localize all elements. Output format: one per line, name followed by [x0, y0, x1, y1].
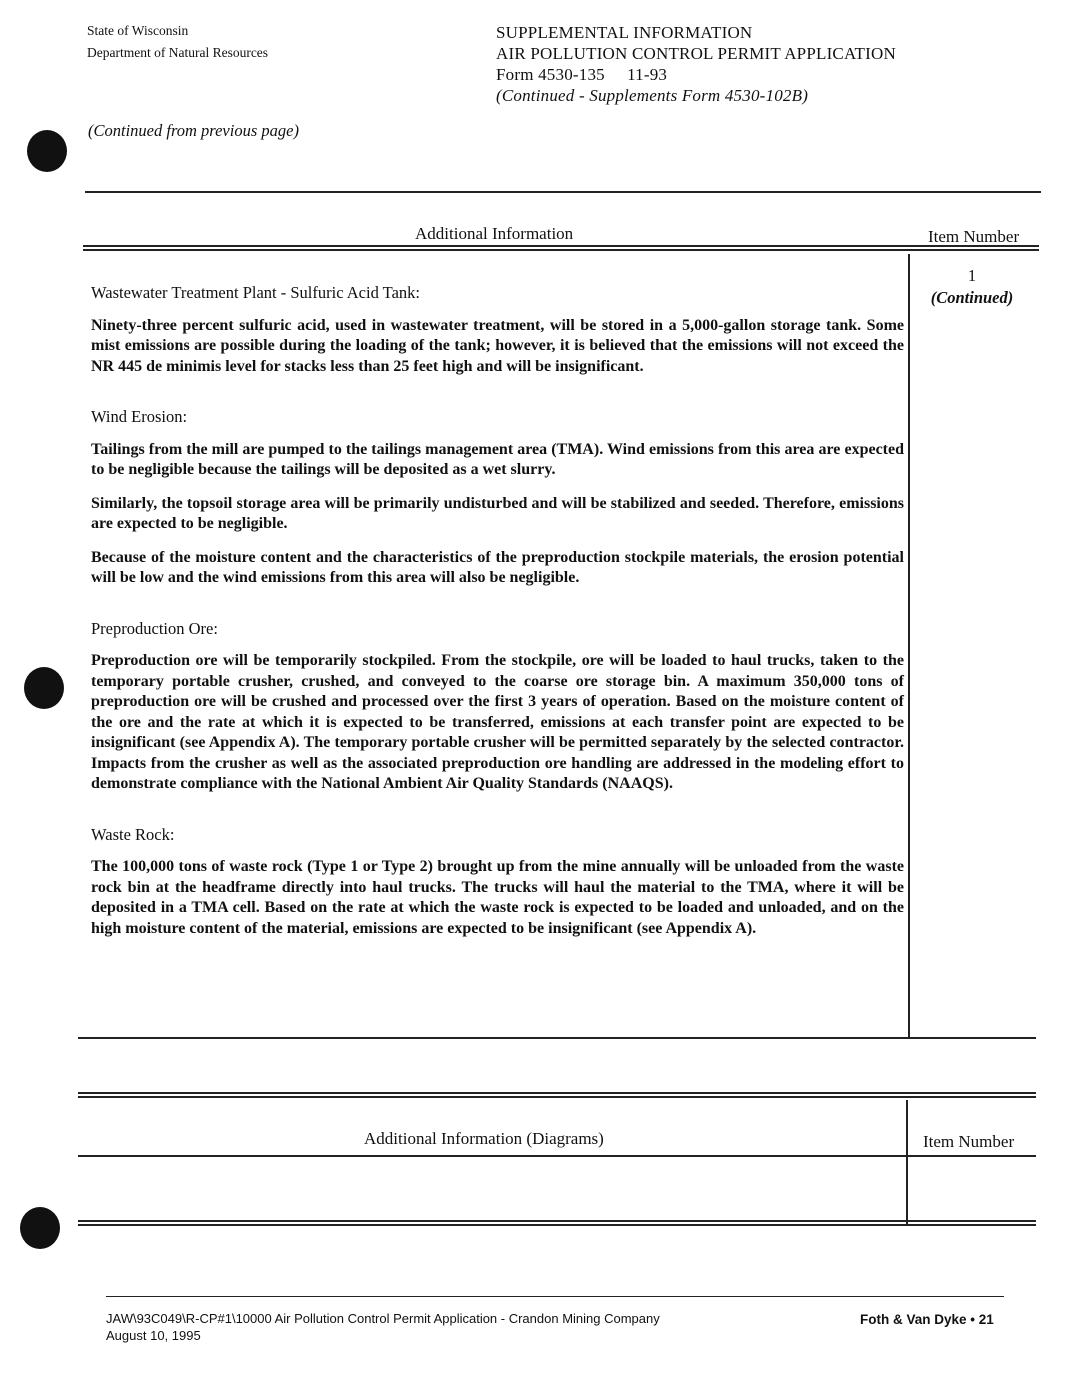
section-wind-erosion	[89, 407, 904, 589]
paragraph: Because of the moisture content and the characteristics of the preproduction stockpile materials, the erosion potential will be low and the wind emissions from this area will also be negligible.	[91, 548, 904, 586]
table2-col-info-header: Additional Information (Diagrams)	[364, 1129, 604, 1148]
section-waste-rock	[89, 825, 904, 940]
form-title-1: SUPPLEMENTAL INFORMATION	[496, 23, 753, 42]
footer-company-page: Foth & Van Dyke • 21	[860, 1312, 994, 1327]
footer-date: August 10, 1995	[106, 1328, 201, 1343]
item-number-cell	[912, 265, 1032, 309]
agency-state: State of Wisconsin	[87, 23, 189, 38]
table1-col-item-header: Item Number	[928, 227, 1020, 246]
section-heading: Wastewater Treatment Plant - Sulfuric Acid Tank:	[91, 283, 420, 302]
section-preproduction-ore	[89, 619, 904, 795]
footer-document-path: JAW\93C049\R-CP#1\10000 Air Pollution Control Permit Application - Crandon Mining Company	[106, 1311, 660, 1326]
table1-top-rule	[85, 191, 1041, 193]
footer-rule	[106, 1296, 1004, 1297]
form-number: Form 4530-135 11-93	[496, 65, 668, 84]
paragraph: Ninety-three percent sulfuric acid, used in wastewater treatment, will be stored in a 5,000-gallon storage tank. Some mist emissions are possible during the loading of the tank; however, it is believed that the emissions will not exceed the NR 445 de minimis level for stacks less than 25 feet high and will be insignificant.	[91, 316, 904, 375]
table2-header-rule	[78, 1155, 1036, 1157]
item-continued-note: (Continued)	[930, 288, 1014, 307]
section-heading: Preproduction Ore:	[91, 618, 218, 638]
additional-info-body	[89, 283, 904, 969]
punch-hole-top	[27, 130, 67, 172]
punch-hole-middle	[24, 667, 64, 709]
paragraph: Similarly, the topsoil storage area will be primarily undisturbed and will be stabilized and seeded. Therefore, emissions are expected to be negligible.	[91, 494, 904, 532]
table2-bottom-rule	[78, 1220, 1036, 1226]
table1-column-divider	[908, 254, 910, 1038]
form-header	[496, 22, 896, 106]
table1-col-info-header: Additional Information	[415, 224, 574, 243]
punch-hole-bottom	[20, 1207, 60, 1249]
table1-header-rule	[83, 245, 1039, 251]
section-heading: Waste Rock:	[91, 824, 175, 844]
footer-left	[106, 1310, 660, 1344]
continued-from-note: (Continued from previous page)	[88, 121, 299, 140]
table1-bottom-rule	[78, 1037, 1036, 1039]
item-number: 1	[967, 266, 977, 285]
paragraph: The 100,000 tons of waste rock (Type 1 or Type 2) brought up from the mine annually will be unloaded from the waste rock bin at the headframe directly into haul trucks. The trucks will haul the material to the TMA, where it will be deposited in a TMA cell. Based on the rate at which the waste rock is expected to be loaded and unloaded, and on the high moisture content of the material, emissions are expected to be insignificant (see Appendix A).	[91, 858, 904, 937]
agency-block	[87, 20, 268, 64]
section-heading: Wind Erosion:	[91, 407, 188, 426]
agency-department: Department of Natural Resources	[87, 45, 269, 60]
section-sulfuric-acid-tank	[89, 283, 904, 377]
paragraph: Tailings from the mill are pumped to the tailings management area (TMA). Wind emissions from this area are expected to be negligible because the tailings will be deposited as a wet slurry.	[91, 440, 904, 478]
table2-column-divider	[906, 1100, 908, 1225]
form-title-2: AIR POLLUTION CONTROL PERMIT APPLICATION	[496, 44, 896, 63]
table2-top-rule	[78, 1092, 1036, 1098]
paragraph: Preproduction ore will be temporarily stockpiled. From the stockpile, ore will be loaded to haul trucks, taken to the temporary portable crusher, crushed, and conveyed to the coarse ore storage bin. A maximum 350,000 tons of preproduction ore will be crushed and processed over the first 3 years of operation. Based on the moisture content of the ore and the rate at which it is expected to be transferred, emissions at each transfer point are expected to be insignificant (see Appendix A). The temporary portable crusher will be permitted separately by the selected contractor. Impacts from the crusher as well as the associated preproduction ore handling are addressed in the modeling effort to demonstrate compliance with the National Ambient Air Quality Standards (NAAQS).	[91, 652, 904, 792]
table2-col-item-header: Item Number	[923, 1132, 1015, 1151]
form-note: (Continued - Supplements Form 4530-102B)	[496, 86, 809, 105]
